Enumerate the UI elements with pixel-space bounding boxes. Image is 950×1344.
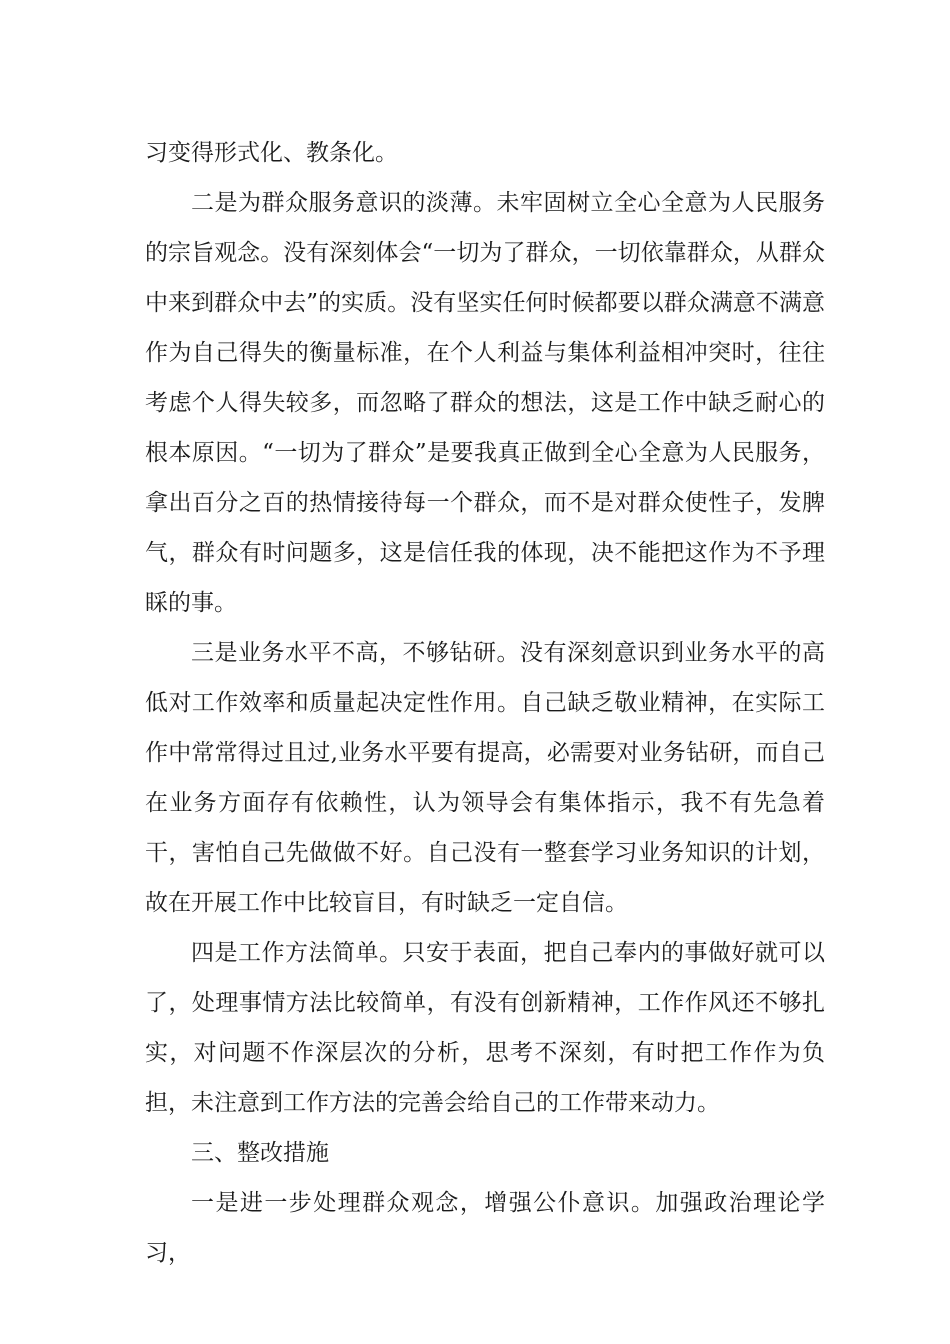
paragraph-measure-1: 一是进一步处理群众观念，增强公仆意识。加强政治理论学习， <box>145 1190 825 1266</box>
paragraph-point-2: 二是为群众服务意识的淡薄。未牢固树立全心全意为人民服务的宗旨观念。没有深刻体会“一切为了群众，一切依靠群众，从群众中来到群众中去”的实质。没有坚实任何时候都要以群众满意不满意作为自己得失的衡量标准，在个人利益与集体利益相冲突时，往往考虑个人得失较多，而忽略了群众的想法，这是工作中缺乏耐心的根本原因。“一切为了群众”是要我真正做到全心全意为人民服务，拿出百分之百的热情接待每一个群众，而不是对群众使性子，发脾气，群众有时问题多，这是信任我的体现，决不能把这作为不予理睬的事。 <box>145 190 825 616</box>
document-body <box>145 128 825 1278</box>
paragraph-point-3: 三是业务水平不高，不够钻研。没有深刻意识到业务水平的高低对工作效率和质量起决定性作用。自己缺乏敬业精神，在实际工作中常常得过且过,业务水平要有提高，必需要对业务钻研，而自己在业务方面存有依赖性，认为领导会有集体指示，我不有先急着干，害怕自己先做做不好。自己没有一整套学习业务知识的计划，故在开展工作中比较盲目，有时缺乏一定自信。 <box>145 640 825 916</box>
paragraph-point-4: 四是工作方法简单。只安于表面，把自己奉内的事做好就可以了，处理事情方法比较简单，有没有创新精神，工作作风还不够扎实，对问题不作深层次的分析，思考不深刻，有时把工作作为负担，未注意到工作方法的完善会给自己的工作带来动力。 <box>145 940 825 1116</box>
section-heading-rectification: 三、整改措施 <box>191 1140 329 1166</box>
paragraph-continuation: 习变得形式化、教条化。 <box>145 140 398 166</box>
